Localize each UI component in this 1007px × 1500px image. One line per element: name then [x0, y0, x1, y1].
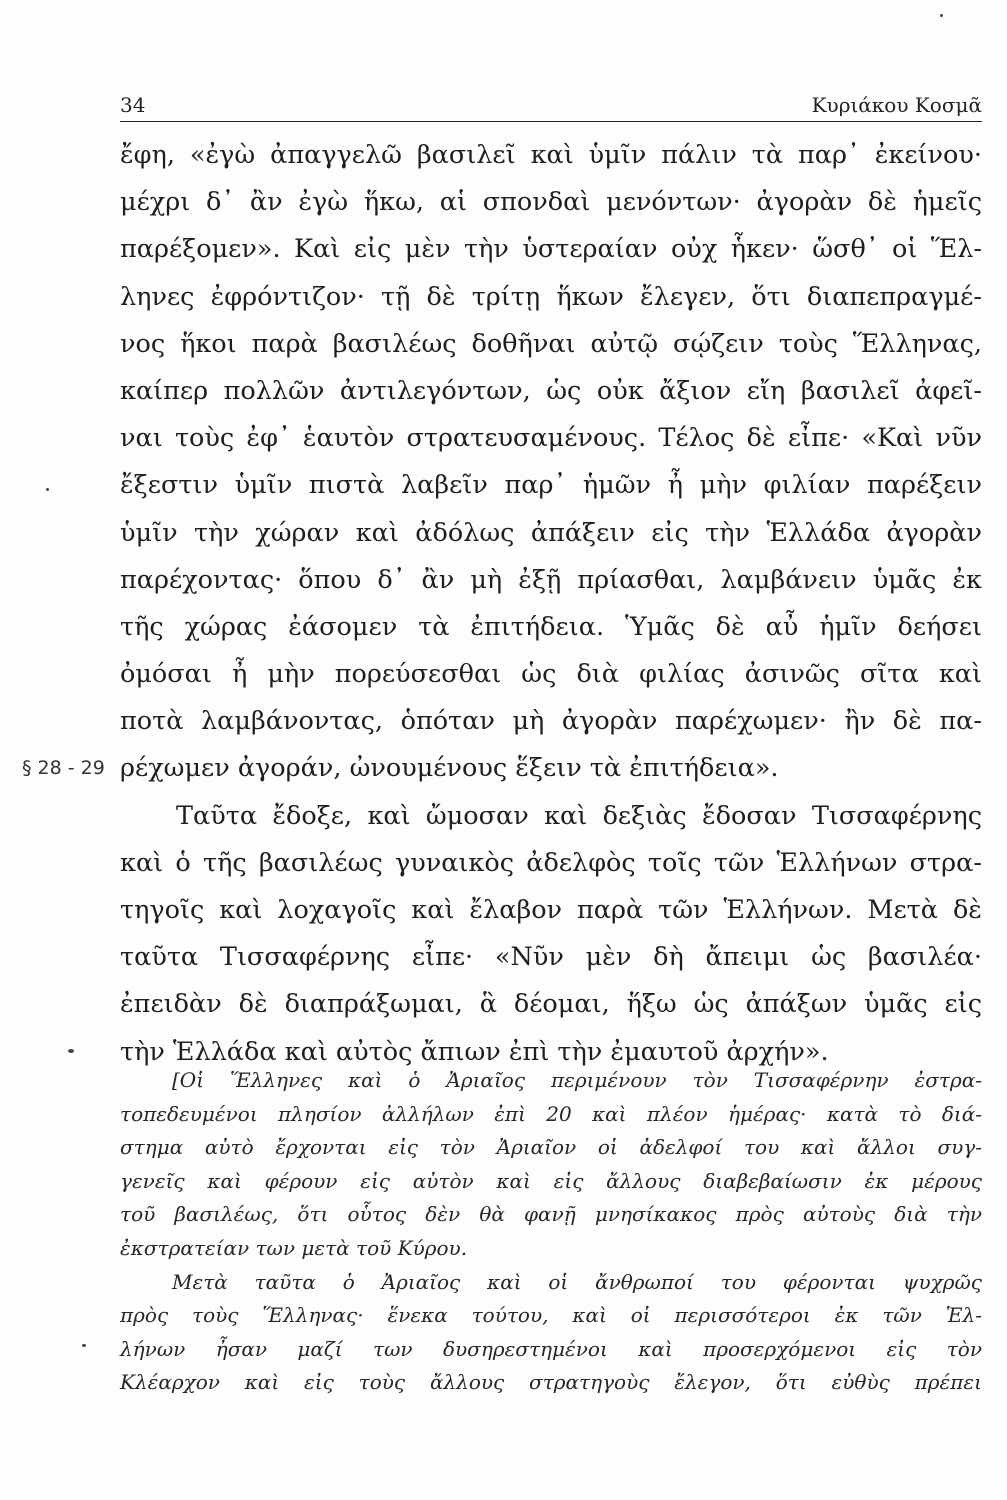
scan-speck — [82, 1344, 86, 1347]
summary-line: πρὸς τοὺς Ἕλληνας· ἕνεκα τούτου, καὶ οἱ περισσότεροι ἐκ τῶν Ἑλ- — [120, 1303, 982, 1328]
text-line: ἔφη, «ἐγὼ ἀπαγγελῶ βασιλεῖ καὶ ὑμῖν πάλιν τὰ παρ᾽ ἐκείνου· — [120, 140, 982, 170]
text-line: ὀμόσαι ἦ μὴν πορεύσεσθαι ὡς διὰ φιλίας ἀσινῶς σῖτα καὶ — [120, 659, 982, 690]
text-line: τὴν Ἑλλάδα καὶ αὐτὸς ἄπιων ἐπὶ τὴν ἐμαυτοῦ ἀρχήν». — [120, 1036, 829, 1067]
text-line: ἔξεστιν ὑμῖν πιστὰ λαβεῖν παρ᾽ ἡμῶν ἦ μὴν φιλίαν παρέξειν — [120, 470, 982, 501]
summary-line: γενεῖς καὶ φέρουν εἰς αὐτὸν καὶ εἰς ἄλλους διαβεβαίωσιν ἐκ μέρους — [120, 1168, 982, 1193]
main-text-block — [120, 132, 982, 1076]
text-line: ἐπειδὰν δὲ διαπράξωμαι, ἃ δέομαι, ἥξω ὡς ἀπάξων ὑμᾶς εἰς — [120, 989, 982, 1020]
summary-line: λήνων ἦσαν μαζί των δυσηρεστημένοι καὶ προσερχόμενοι εἰς τὸν — [120, 1336, 982, 1361]
text-line: ποτὰ λαμβάνοντας, ὁπόταν μὴ ἀγορὰν παρέχωμεν· ἢν δὲ πα- — [120, 706, 982, 737]
summary-line: στημα αὐτὸ ἔρχονται εἰς τὸν Ἀριαῖον οἱ ἀδελφοί του καὶ ἄλλοι συγ- — [120, 1135, 982, 1160]
text-line: καίπερ πολλῶν ἀντιλεγόντων, ὡς οὐκ ἄξιον εἴη βασιλεῖ ἀφεῖ- — [120, 375, 982, 406]
summary-line: τοπεδευμένοι πλησίον ἀλλήλων ἐπὶ 20 καὶ πλέον ἡμέρας· κατὰ τὸ διά- — [120, 1101, 982, 1126]
scan-speck — [940, 14, 943, 17]
page-header — [120, 93, 982, 122]
text-line: Ταῦτα ἔδοξε, καὶ ὤμοσαν καὶ δεξιὰς ἔδοσαν Τισσαφέρνης — [176, 800, 982, 831]
summary-line: ἐκστρατείαν των μετὰ τοῦ Κύρου. — [120, 1235, 468, 1260]
running-head: Κυριάκου Κοσμᾶ — [811, 93, 982, 117]
scan-speck — [46, 488, 49, 491]
scan-speck — [68, 1049, 74, 1053]
summary-line: [Οἱ Ἕλληνες καὶ ὁ Ἀριαῖος περιμένουν τὸν Τισσαφέρνην ἐστρα- — [172, 1068, 982, 1092]
text-line: παρέχοντας· ὅπου δ᾽ ἂν μὴ ἐξῇ πρίασθαι, λαμβάνειν ὑμᾶς ἐκ — [120, 564, 982, 595]
summary-line: Μετὰ ταῦτα ὁ Ἀριαῖος καὶ οἱ ἄνθρωποί του φέρονται ψυχρῶς — [172, 1269, 982, 1294]
margin-section-reference: § 28 - 29 — [22, 757, 105, 779]
summary-block — [120, 1064, 982, 1400]
text-line: ληνες ἐφρόντιζον· τῇ δὲ τρίτῃ ἥκων ἔλεγεν, ὅτι διαπεπραγμέ- — [120, 281, 982, 312]
text-line: παρέξομεν». Καὶ εἰς μὲν τὴν ὑστεραίαν οὐχ ἧκεν· ὥσθ᾽ οἱ Ἕλ- — [120, 234, 982, 265]
text-line: ρέχωμεν ἀγοράν, ὠνουμένους ἕξειν τὰ ἐπιτήδεια». — [120, 753, 779, 784]
text-line: ταῦτα Τισσαφέρνης εἶπε· «Νῦν μὲν δὴ ἄπειμι ὡς βασιλέα· — [120, 942, 982, 973]
text-line: τηγοῖς καὶ λοχαγοῖς καὶ ἔλαβον παρὰ τῶν Ἑλλήνων. Μετὰ δὲ — [120, 895, 982, 925]
summary-line: Κλέαρχον καὶ εἰς τοὺς ἄλλους στρατηγοὺς ἔλεγον, ὅτι εὐθὺς πρέπει — [120, 1370, 982, 1395]
text-line: νος ἥκοι παρὰ βασιλέως δοθῆναι αὐτῷ σῴζειν τοὺς Ἕλληνας, — [120, 328, 982, 359]
text-line: ὑμῖν τὴν χώραν καὶ ἀδόλως ἀπάξειν εἰς τὴν Ἑλλάδα ἀγορὰν — [120, 517, 982, 548]
text-line: καὶ ὁ τῆς βασιλέως γυναικὸς ἀδελφὸς τοῖς τῶν Ἑλλήνων στρα- — [120, 847, 982, 878]
text-line: ναι τοὺς ἐφ᾽ ἑαυτὸν στρατευσαμένους. Τέλος δὲ εἶπε· «Καὶ νῦν — [120, 423, 982, 454]
page-number: 34 — [120, 93, 146, 117]
text-line: μέχρι δ᾽ ἂν ἐγὼ ἥκω, αἱ σπονδαὶ μενόντων· ἀγορὰν δὲ ἡμεῖς — [120, 187, 982, 218]
text-line: τῆς χώρας ἐάσομεν τὰ ἐπιτήδεια. Ὑμᾶς δὲ αὖ ἡμῖν δεήσει — [120, 611, 982, 642]
summary-line: τοῦ βασιλέως, ὅτι οὗτος δὲν θὰ φανῇ μνησίκακος πρὸς αὐτοὺς διὰ τὴν — [120, 1202, 982, 1227]
